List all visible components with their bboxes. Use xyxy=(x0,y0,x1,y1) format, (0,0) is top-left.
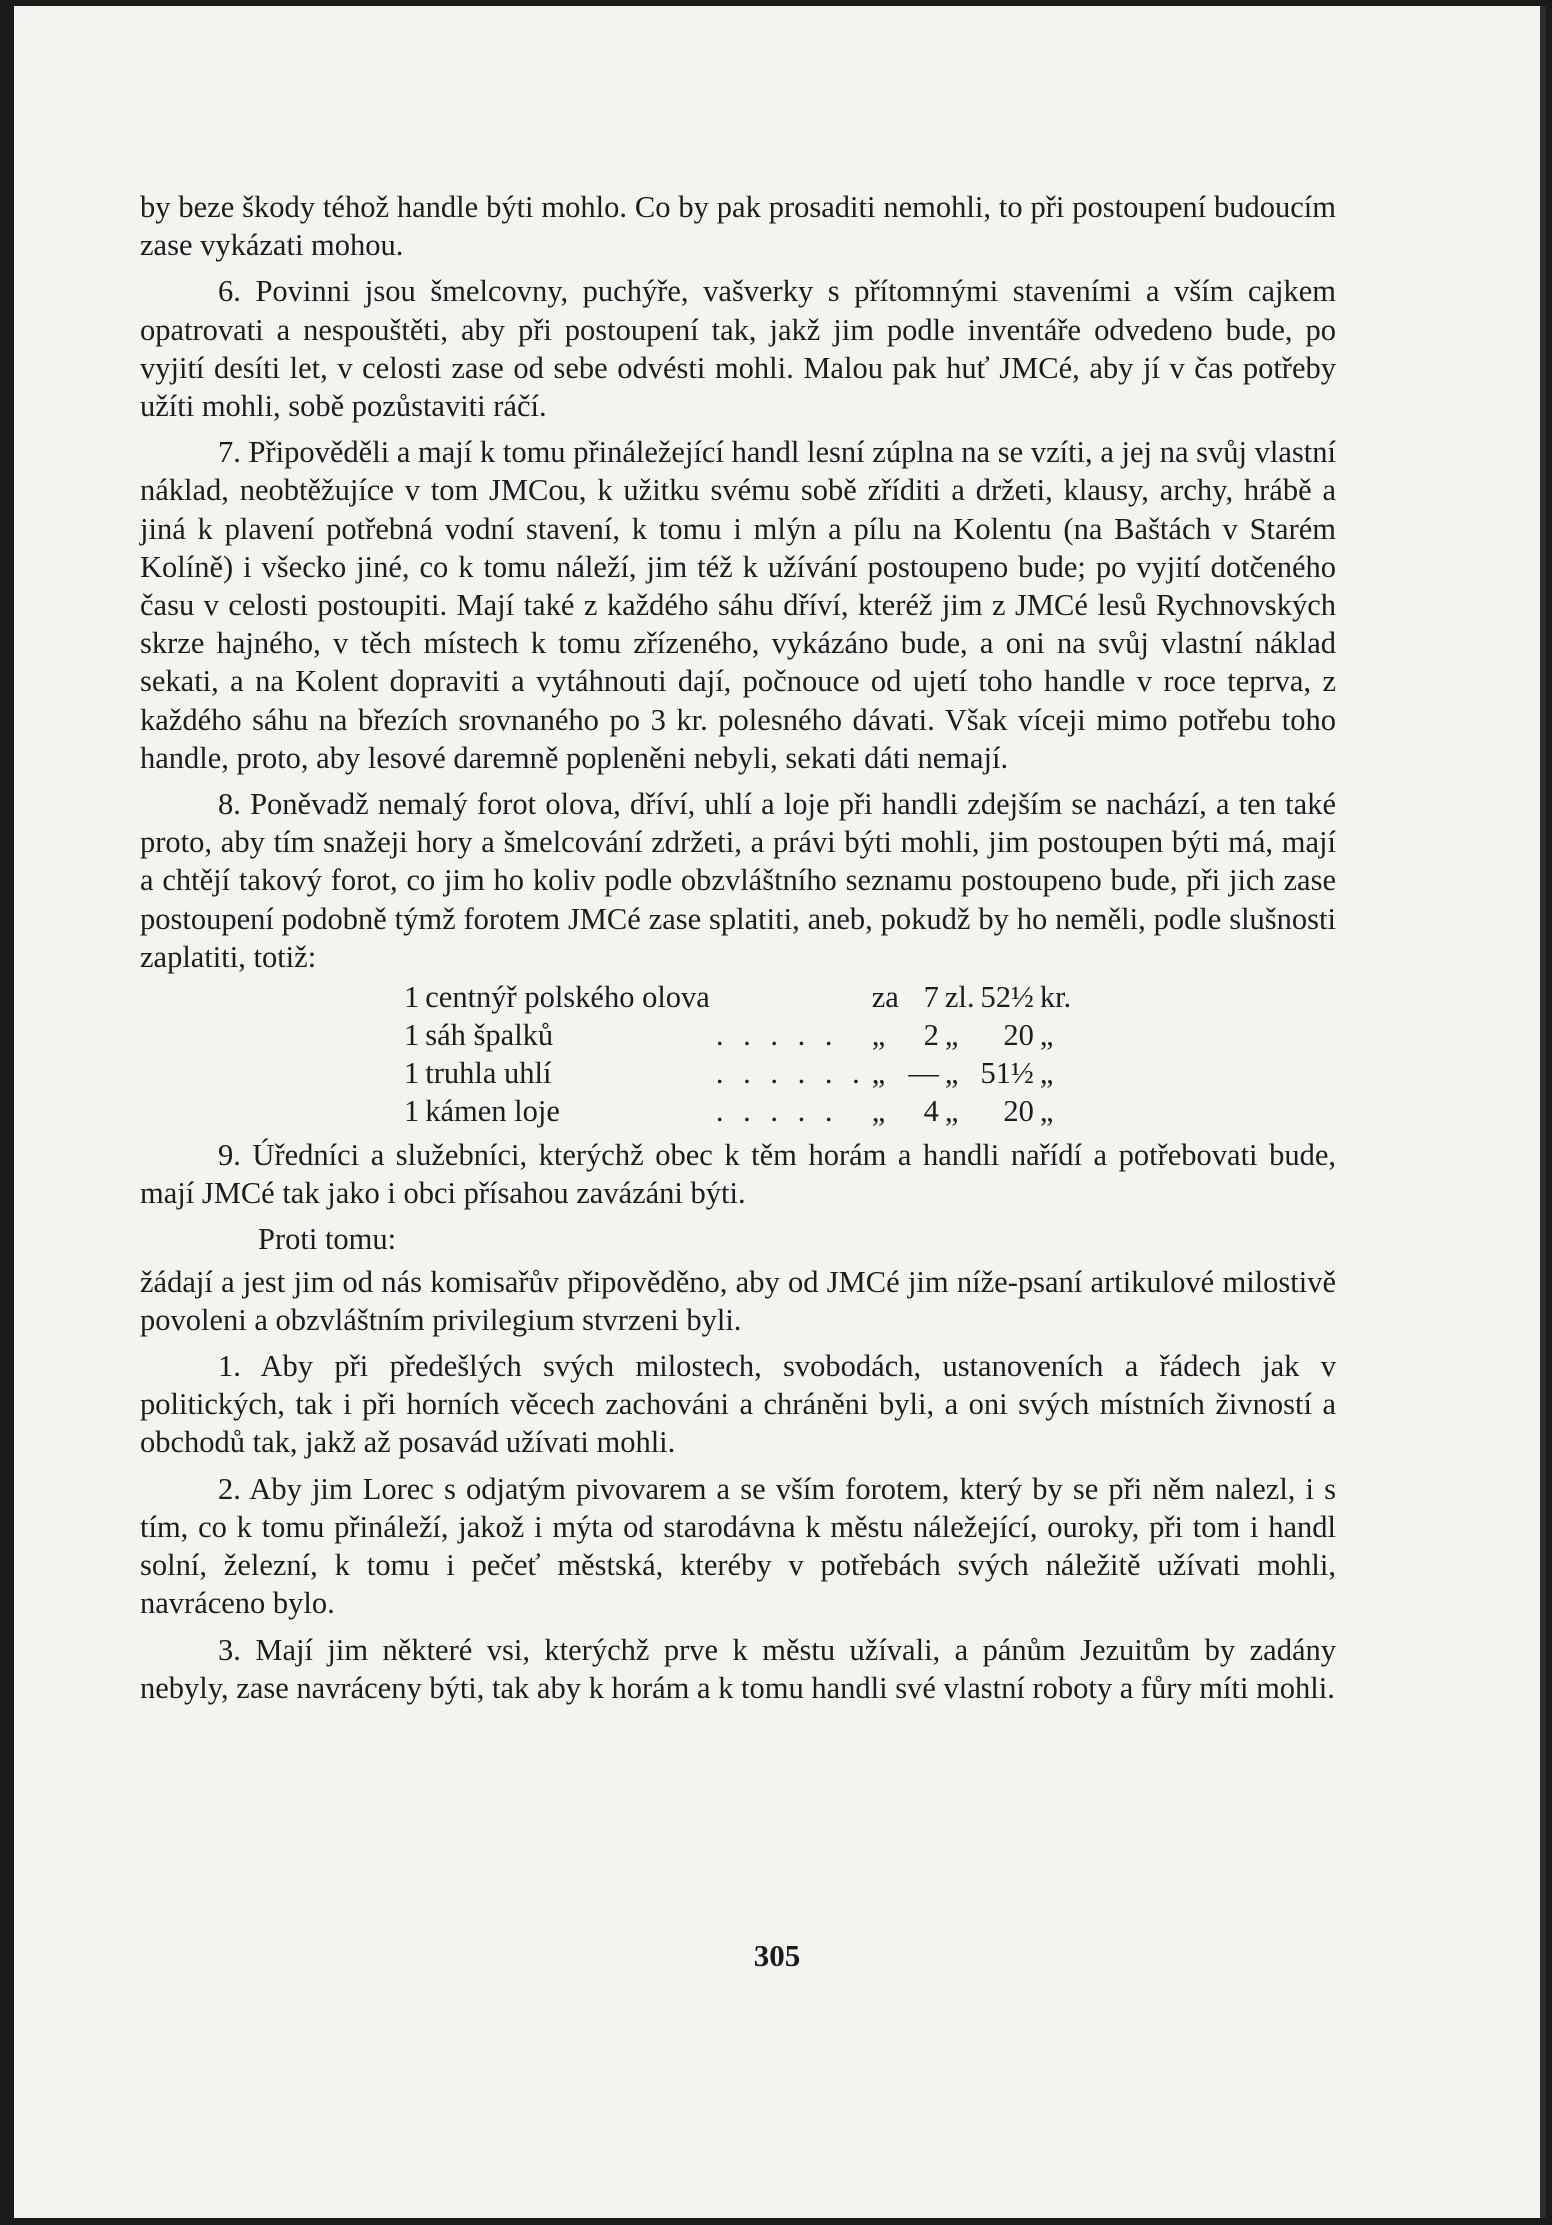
article-3: 3. Mají jim některé vsi, kterýchž prve k městu užívali, a pánům Jezuitům by zadány nebyly, zase navráceny býti, tak aby k horám a k tomu handli své vlastní roboty a fůry míti mohli. xyxy=(140,1632,1336,1705)
price-kr: 20 xyxy=(1003,1094,1034,1129)
paragraph-6: 6. Povinni jsou šmelcovny, puchýře, vašverky s přítomnými staveními a vším cajkem opatrovati a nespouštěti, aby při postoupení tak, jakž jim podle inventáře odvedeno bude, po vyjití desíti let, v celosti zase od sebe odvésti mohli. Malou pak huť JMCé, aby jí v čas potřeby užíti mohli, sobě pozůstaviti ráčí. xyxy=(140,274,1336,424)
page-number: 305 xyxy=(753,1938,801,1973)
price-prep: za xyxy=(871,980,899,1015)
price-zl: 4 xyxy=(923,1094,939,1129)
price-kr: 52½ xyxy=(980,980,1034,1015)
scan-edge xyxy=(1540,6,1546,2218)
price-kr: 51½ xyxy=(980,1056,1034,1091)
body-text xyxy=(140,188,1336,1715)
price-item: centnýř polského olova xyxy=(425,980,710,1015)
price-qty: 1 xyxy=(404,1056,420,1091)
heading-proti-tomu: Proti tomu: xyxy=(258,1222,397,1257)
price-zl: — xyxy=(908,1056,939,1091)
price-list xyxy=(404,978,1077,1130)
paragraph-9: 9. Úředníci a služebníci, kterýchž obec k těm horám a handli nařídí a potřebovati bude, mají JMCé tak jako i obci přísahou zavázáni býti. xyxy=(140,1138,1336,1211)
price-zl-unit: „ xyxy=(944,1018,959,1053)
price-zl-unit: „ xyxy=(944,1056,959,1091)
price-zl-unit: „ xyxy=(944,1094,959,1129)
paragraph-zadaji: žádají a jest jim od nás komisařův připověděno, aby od JMCé jim níže-psaní artikulové milostivě povoleni a obzvláštním privilegium stvrzeni byli. xyxy=(140,1264,1336,1337)
price-prep: „ xyxy=(871,1056,886,1091)
price-qty: 1 xyxy=(404,1094,420,1129)
price-kr-unit: „ xyxy=(1039,1056,1054,1091)
price-zl: 2 xyxy=(923,1018,939,1053)
price-dots: . . . . . xyxy=(715,1018,839,1053)
price-prep: „ xyxy=(871,1018,886,1053)
price-row xyxy=(404,1092,1077,1130)
price-row xyxy=(404,978,1077,1016)
price-kr: 20 xyxy=(1003,1018,1034,1053)
price-prep: „ xyxy=(871,1094,886,1129)
price-dots xyxy=(716,978,872,1016)
paragraph-continuation: by beze škody téhož handle býti mohlo. Co by pak prosaditi nemohli, to při postoupení budoucím zase vykázati mohou. xyxy=(140,190,1336,263)
price-dots: . . . . . xyxy=(715,1094,839,1129)
price-item: sáh špalků xyxy=(425,1018,554,1053)
price-item: kámen loje xyxy=(425,1094,560,1129)
article-1: 1. Aby při předešlých svých milostech, svobodách, ustanoveních a řádech jak v politických, tak i při horních věcech zachováni a chráněni byli, a oni svých místních živností a obchodů tak, jakž až posavád užívati mohli. xyxy=(140,1349,1336,1460)
price-row xyxy=(404,1016,1077,1054)
price-item: truhla uhlí xyxy=(425,1056,552,1091)
price-zl: 7 xyxy=(923,980,939,1015)
price-dots: . . . . . . xyxy=(715,1056,866,1091)
price-qty: 1 xyxy=(404,980,420,1015)
price-zl-unit: zl. xyxy=(944,980,975,1015)
paragraph-8: 8. Poněvadž nemalý forot olova, dříví, uhlí a loje při handli zdejším se nachází, a ten také proto, aby tím snažeji hory a šmelcování zdržeti, a právi býti mohli, jim postoupen býti má, mají a chtějí takový forot, co jim ho koliv podle obzvláštního seznamu postoupeno bude, při jich zase postoupení podobně týmž forotem JMCé zase splatiti, aneb, pokudž by ho neměli, podle slušnosti zaplatiti, totiž: xyxy=(140,787,1336,974)
scanned-page xyxy=(14,6,1540,2218)
price-qty: 1 xyxy=(404,1018,420,1053)
price-kr-unit: „ xyxy=(1039,1094,1054,1129)
article-2: 2. Aby jim Lorec s odjatým pivovarem a se vším forotem, který by se při něm nalezl, i s tím, co k tomu přináleží, jakož i mýta od starodávna k městu náležející, ouroky, při tom i handl solní, železní, k tomu i pečeť městská, kteréby v potřebách svých náležitě užívati mohli, navráceno bylo. xyxy=(140,1471,1336,1621)
paragraph-7: 7. Připověděli a mají k tomu přináležející handl lesní zúplna na se vzíti, a jej na svůj vlastní náklad, neobtěžujíce v tom JMCou, k užitku svému sobě zříditi a držeti, klausy, archy, hrábě a jiná k plavení potřebná vodní stavení, k tomu i mlýn a pílu na Kolentu (na Baštách v Starém Kolíně) i všecko jiné, co k tomu náleží, jim též k užívání postoupeno bude; po vyjití dotčeného času v celosti postoupiti. Mají také z každého sáhu dříví, kteréž jim z JMCé lesů Rychnovských skrze hajného, v těch místech k tomu zřízeného, vykázáno bude, a oni na svůj vlastní náklad sekati, a na Kolent dopraviti a vytáhnouti dají, počnouce od ujetí toho handle v roce teprva, z každého sáhu na březích srovnaného po 3 kr. polesného dávati. Však víceji mimo potřebu toho handle, proto, aby lesové daremně popleněni nebyli, sekati dáti nemají. xyxy=(140,435,1336,775)
price-kr-unit: kr. xyxy=(1039,980,1072,1015)
price-row xyxy=(404,1054,1077,1092)
price-kr-unit: „ xyxy=(1039,1018,1054,1053)
